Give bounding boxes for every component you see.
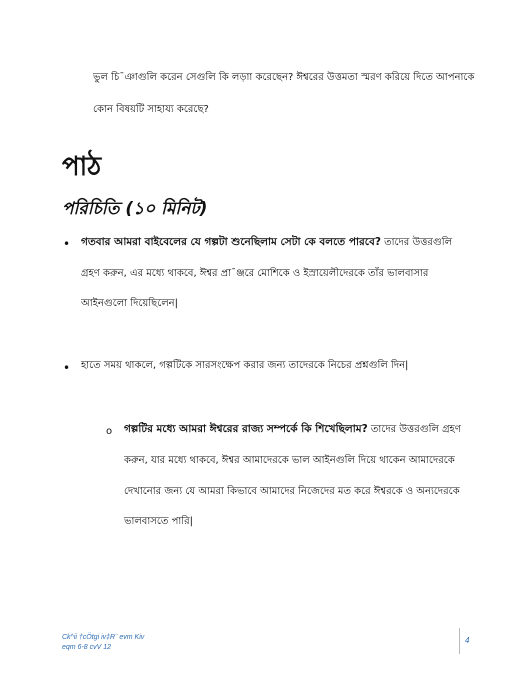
bullet-1-answer-start: তাদের উত্তরগুলি — [380, 237, 453, 248]
intro-line-2: কোন বিষয়টি সাহায্য করেছে? — [93, 104, 209, 115]
footer-lesson: eqm 6-8 cvV 12 — [62, 644, 112, 651]
sub-bullet-marker: o — [106, 426, 113, 437]
bullet-1-question: গতবার আমরা বাইবেলের যে গল্পটা শুনেছিলাম সেটা কে বলতে পারবে? — [81, 236, 381, 248]
sub-bullet-line-4: ভালবাসতে পারি| — [124, 516, 193, 527]
sub-bullet-line-3: দেখানোর জন্য যে আমরা কিভাবে আমাদের নিজেদের মত করে ঈশ্বরকে ও অন্যদেরকে — [124, 486, 460, 497]
sub-bullet-question: গল্পটির মধ্যে আমরা ঈশ্বরের রাজ্য সম্পর্কে কি শিখেছিলাম? — [124, 423, 368, 435]
sub-bullet-answer-start: তাদের উত্তরগুলি গ্রহণ — [367, 424, 461, 435]
sub-bullet-line-2: করুন, যার মধ্যে থাকবে, ঈশ্বর আমাদেরকে ভাল আইনগুলি দিয়ে থাকেন আমাদেরকে — [124, 455, 455, 466]
intro-line-1: ভুল চি¯ঞাগুলি করেন সেগুলি কি লড়াা করেছেন? ঈশ্বরের উত্তমতা স্মরণ করিয়ে দিতে আপনাকে — [93, 72, 475, 83]
lesson-heading: পাঠ — [62, 152, 102, 182]
sub-bullet-line-1 — [124, 422, 504, 437]
bullet-1-line-3: আইনগুলো দিয়েছিলেন| — [81, 298, 179, 309]
bullet-marker: • — [63, 237, 71, 251]
page-number: 4 — [465, 636, 470, 645]
bullet-1-line-2: গ্রহণ করুন, এর মধ্যে থাকবে, ঈশ্বর প্রা¯ঞ্জরে মোশিকে ও ইস্রায়েলীদেরকে তাঁর ভালবাসার — [81, 268, 429, 279]
bullet-1-line-1 — [81, 235, 501, 250]
footer-title: Ck^ii †cÖtgi iv‡R¨ evm Kiv — [62, 634, 145, 641]
bullet-2-line-1: হাতে সময় থাকলে, গল্পটিকে সারসংক্ষেপ করার জন্য তাদেরকে নিচের প্রশ্নগুলি দিন| — [81, 360, 409, 371]
footer-divider — [459, 628, 460, 654]
section-heading: পরিচিতি (১০ মিনিট) — [62, 199, 208, 219]
bullet-marker: • — [63, 361, 71, 375]
